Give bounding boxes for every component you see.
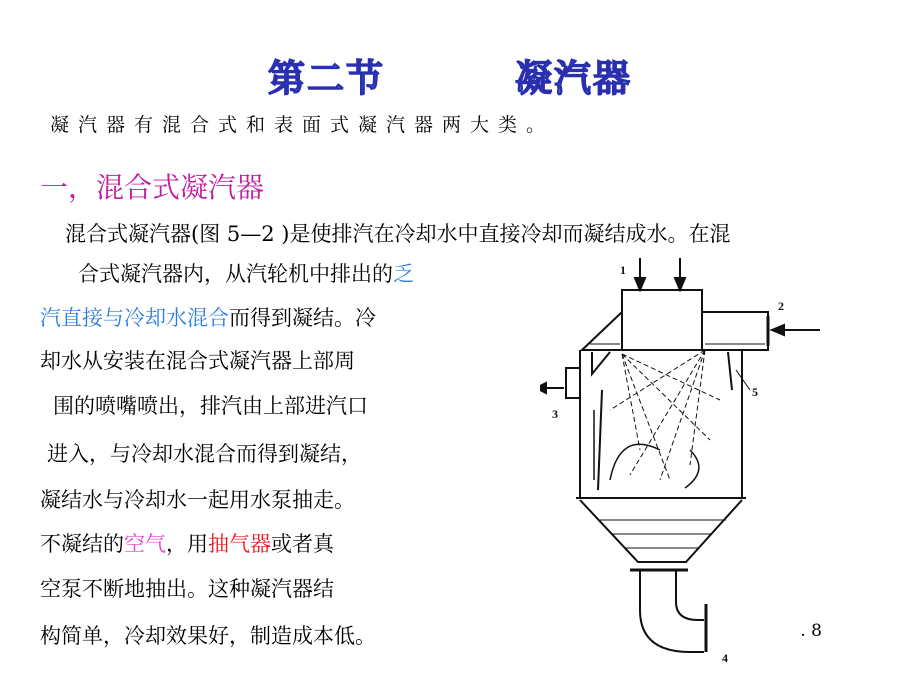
air-outlet [566,368,580,398]
para-line-8-text-b: ，用 [166,532,208,556]
flow-curve [610,444,660,480]
mixing-condenser-diagram [540,250,840,670]
jet [622,354,640,450]
hotwell-cone [580,500,742,562]
para-line-2-text: 合式凝汽器内，从汽轮机中排出的 [78,262,393,286]
section-heading: 一，混合式凝汽器 [40,171,265,204]
jet [610,350,705,410]
water-arrow-head [772,325,784,335]
para-line-8-text-a: 不凝结的 [40,532,124,556]
label-4: 4 [722,651,728,665]
label-5: 5 [752,385,758,399]
para-line-4: 却水从安装在混合式凝汽器上部周 [40,349,355,373]
para-line-8 [40,528,334,558]
jet [690,350,705,465]
page-number: . 8 [800,621,822,641]
baffle-left [592,352,610,374]
outlet-pipe-outer [640,570,704,652]
jet [630,350,705,475]
intro-text: 凝汽器有混合式和表面式凝汽器两大类。 [50,114,555,136]
para-line-5: 围的喷嘴喷出，排汽由上部进汽口 [53,394,368,418]
exhaust-term: 乏 [393,262,414,286]
baffle-right [728,352,732,390]
mixing-term: 汽直接与冷却水混合 [40,306,229,330]
air-extractor-term: 抽气器 [208,532,271,556]
para-line-7: 凝结水与冷却水一起用水泵抽走。 [40,488,355,512]
label-3: 3 [552,407,558,421]
inner-partition [598,390,602,490]
steam-inlet [622,290,702,350]
para-line-3 [40,302,376,332]
air-term: 空气 [124,532,166,556]
flow-arrows [594,410,699,488]
para-line-9: 空泵不断地抽出。这种凝汽器结 [40,577,334,601]
title-topic: 凝汽器 [515,57,632,100]
flow-curve [685,450,699,488]
outlet-pipe-inner [676,570,704,620]
para-line-2 [78,258,414,288]
para-line-6: 进入，与冷却水混合而得到凝结， [47,442,362,466]
steam-arrow-left-head [635,278,645,290]
label-1: 1 [620,263,626,277]
air-arrow-head [540,383,546,393]
para-line-10: 构简单，冷却效果好，制造成本低。 [40,624,376,648]
steam-arrow-right-head [675,278,685,290]
label-2: 2 [778,299,784,313]
spray-jets [610,350,720,480]
page-title [0,48,900,102]
para-line-1: 混合式凝汽器(图 5—2 )是使排汽在冷却水中直接冷却而凝结成水。在混 [65,222,731,246]
para-line-3-text: 而得到凝结。冷 [229,306,376,330]
title-section: 第二节 [268,57,385,100]
para-line-8-text-c: 或者真 [271,532,334,556]
